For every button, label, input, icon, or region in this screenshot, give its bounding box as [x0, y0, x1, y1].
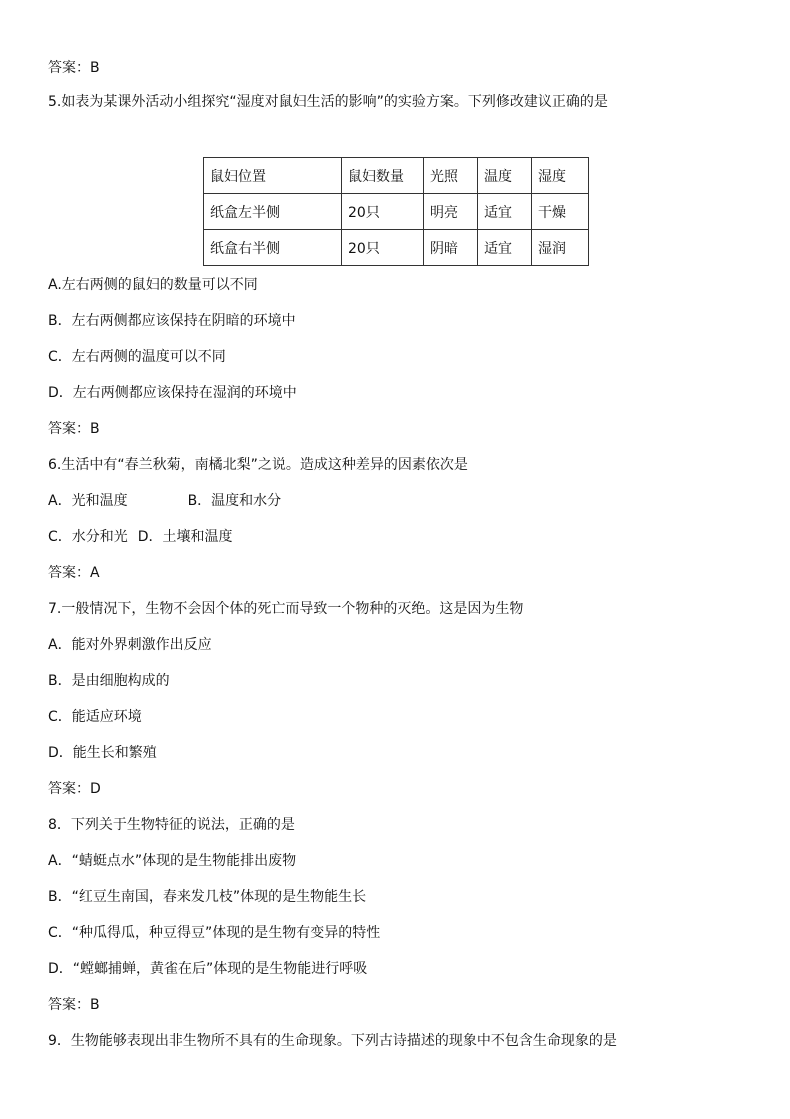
- q8-option-b: B．“红豆生南国，春来发几枝”体现的是生物能生长: [48, 889, 367, 905]
- table-header-cell: 光照: [424, 158, 478, 194]
- table-header-cell: 鼠妇数量: [342, 158, 424, 194]
- table-row: [204, 230, 589, 266]
- q6-option-d: D．土壤和温度: [137, 529, 233, 545]
- table-cell: 20只: [342, 194, 424, 230]
- answer-q8: 答案：B: [48, 997, 100, 1013]
- question-9-stem: 9．生物能够表现出非生物所不具有的生命现象。下列古诗描述的现象中不包含生命现象的是: [48, 1033, 617, 1049]
- question-6-stem: 6.生活中有“春兰秋菊，南橘北梨”之说。造成这种差异的因素依次是: [48, 457, 468, 473]
- question-8-stem: 8．下列关于生物特征的说法，正确的是: [48, 817, 295, 833]
- q5-option-b: B．左右两侧都应该保持在阴暗的环境中: [48, 313, 296, 329]
- q5-option-a: A.左右两侧的鼠妇的数量可以不同: [48, 277, 258, 293]
- q7-option-a: A．能对外界刺激作出反应: [48, 637, 212, 653]
- table-cell: 纸盒右半侧: [204, 230, 342, 266]
- q7-option-b: B．是由细胞构成的: [48, 673, 170, 689]
- answer-q5: 答案：B: [48, 421, 100, 437]
- q8-option-c: C．“种瓜得瓜，种豆得豆”体现的是生物有变异的特性: [48, 925, 381, 941]
- experiment-table: [203, 157, 588, 266]
- table-cell: 纸盒左半侧: [204, 194, 342, 230]
- q8-option-a: A．“蜻蜓点水”体现的是生物能排出废物: [48, 853, 297, 869]
- table-cell: 适宜: [478, 230, 532, 266]
- table-header-cell: 鼠妇位置: [204, 158, 342, 194]
- question-7-stem: 7.一般情况下，生物不会因个体的死亡而导致一个物种的灭绝。这是因为生物: [48, 601, 524, 617]
- table-cell: 阴暗: [424, 230, 478, 266]
- table-cell: 干燥: [532, 194, 589, 230]
- table-cell: 20只: [342, 230, 424, 266]
- table-cell: 明亮: [424, 194, 478, 230]
- table-cell: 湿润: [532, 230, 589, 266]
- q6-options-row-1: [48, 492, 281, 510]
- q6-option-a: A．光和温度: [48, 493, 128, 509]
- q5-option-d: D．左右两侧都应该保持在湿润的环境中: [48, 385, 297, 401]
- experiment-table-grid: [203, 157, 589, 266]
- table-cell: 适宜: [478, 194, 532, 230]
- table-header-cell: 温度: [478, 158, 532, 194]
- question-5-stem: 5.如表为某课外活动小组探究“湿度对鼠妇生活的影响”的实验方案。下列修改建议正确的是: [48, 94, 608, 110]
- q8-option-d: D．“螳螂捕蝉，黄雀在后”体现的是生物能进行呼吸: [48, 961, 368, 977]
- table-header-cell: 湿度: [532, 158, 589, 194]
- q6-option-b: B．温度和水分: [187, 493, 282, 509]
- answer-q4: 答案：B: [48, 60, 100, 76]
- answer-q6: 答案：A: [48, 565, 100, 581]
- q5-option-c: C．左右两侧的温度可以不同: [48, 349, 226, 365]
- table-header-row: [204, 158, 589, 194]
- q7-option-c: C．能适应环境: [48, 709, 142, 725]
- q7-option-d: D．能生长和繁殖: [48, 745, 157, 761]
- q6-option-c: C．水分和光: [48, 529, 128, 545]
- table-row: [204, 194, 589, 230]
- answer-q7: 答案：D: [48, 781, 101, 797]
- q6-options-row-2: [48, 528, 233, 546]
